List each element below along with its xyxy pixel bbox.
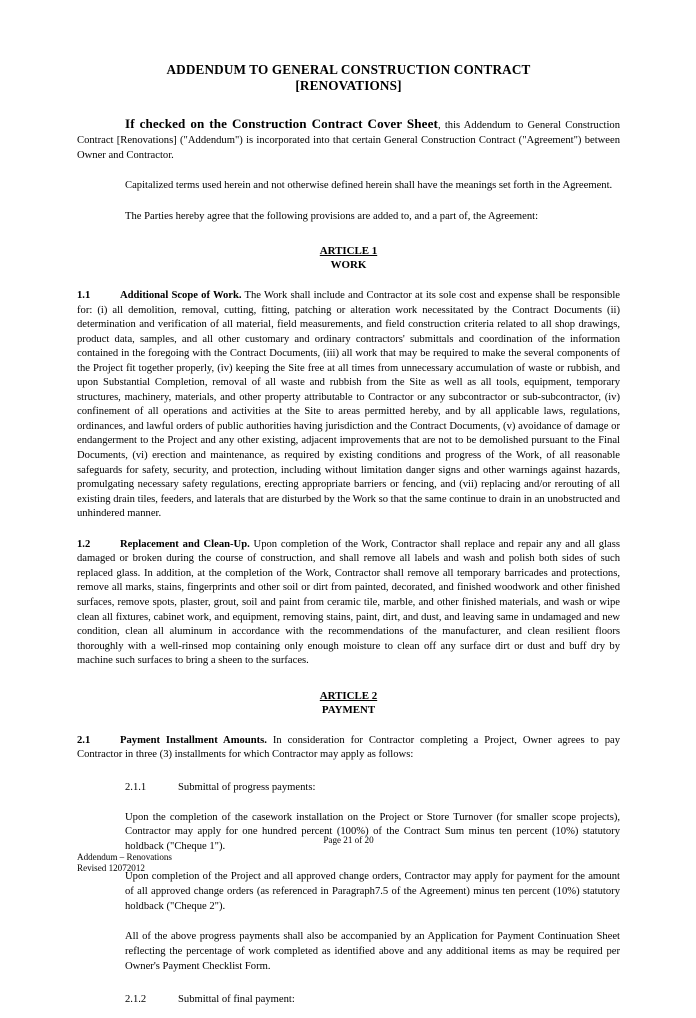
article-2-heading <box>77 689 620 718</box>
section-1-1-title: Additional Scope of Work. <box>120 290 242 302</box>
section-1-1 <box>77 289 620 522</box>
footer-doc-name: Addendum – Renovations <box>77 851 172 862</box>
section-1-2-body: Upon completion of the Work, Contractor shall replace and repair any and all glass damaged or broken during the course of construction, and shall remove all labels and wash and polish both sides of such replaced glass. In addition, at the completion of the Work, Contractor shall remove all temporary barricades and protections, remove all marks, stains, fingerprints and other soil or dirt from painted, decorated, and finished woodwork and other finished surfaces, remove spots, plaster, grout, soil and paint from ceramic tile, marble, and other finished materials, and wash or wipe clean all fixtures, cabinet work, and equipment, removing stains, paint, dirt, and dust, and leaving same in undamaged and new condition, clean all aluminum in accordance with the recommendations of the manufacturer, and clean resilient floors thoroughly with a well-rinsed mop containing only enough moisture to clean off any surface dirt or dust and buff dry by machine such surfaces to bring a sheen to the surfaces. <box>77 538 620 667</box>
document-title-line2: [RENOVATIONS] <box>295 78 402 94</box>
section-1-2 <box>77 538 620 669</box>
section-1-1-number: 1.1 <box>77 290 91 302</box>
section-1-2-number: 1.2 <box>77 538 91 550</box>
capitalized-terms-paragraph: Capitalized terms used herein and not otherwise defined herein shall have the meanings set forth in the Agreement. <box>125 180 613 192</box>
article-1-heading <box>77 244 620 273</box>
subsection-2-1-1-label: Submittal of progress payments: <box>178 781 316 793</box>
section-2-1-body: In consideration for Contractor completing a Project, Owner agrees to pay Contractor in three (3) installments for which Contractor may apply as follows: <box>77 734 621 761</box>
page-number: Page 21 of 20 <box>323 835 374 845</box>
subsection-2-1-2-heading <box>125 993 620 1008</box>
parties-agree-paragraph: The Parties hereby agree that the following provisions are added to, and a part of, the Agreement: <box>125 210 539 222</box>
section-2-1 <box>77 734 620 763</box>
section-2-1-title: Payment Installment Amounts. <box>120 734 267 746</box>
article-1-name: WORK <box>330 259 367 272</box>
subsection-2-1-1-paragraph-3: All of the above progress payments shall also be accompanied by an Application for Payment Continuation Sheet reflecting the percentage of work completed as identified above and any additional items as may be required per Owner's Payment Checklist Form. <box>125 931 620 972</box>
footer-revision: Revised 12072012 <box>77 863 145 874</box>
article-1-number: ARTICLE 1 <box>319 244 378 257</box>
article-2-number: ARTICLE 2 <box>319 689 378 702</box>
section-2-1-number: 2.1 <box>77 734 91 746</box>
section-1-2-title: Replacement and Clean-Up. <box>120 538 250 550</box>
subsection-2-1-1-heading <box>125 781 620 796</box>
lead-paragraph-bold: If checked on the Construction Contract Cover Sheet <box>125 115 438 131</box>
subsection-2-1-1-paragraph-2: Upon completion of the Project and all approved change orders, Contractor may apply for payment for the amount of all approved change orders (as referenced in Paragraph7.5 of the Agreement) minus ten percent (10%) statutory holdback ("Cheque 2"). <box>125 871 620 913</box>
subsection-2-1-2-label: Submittal of final payment: <box>178 993 295 1005</box>
article-2-name: PAYMENT <box>321 704 376 717</box>
subsection-2-1-1-block <box>125 781 620 1007</box>
document-title <box>77 62 620 95</box>
subsection-2-1-2-number: 2.1.2 <box>125 993 147 1005</box>
subsection-2-1-1-number: 2.1.1 <box>125 781 147 793</box>
lead-paragraph <box>77 116 620 164</box>
lead-paragraph-rest: , this Addendum to General Construction Contract [Renovations] ("Addendum") is incorporated into that certain General Construction Contract ("Agreement") between Owner and Contractor. <box>77 119 621 162</box>
section-1-1-body: The Work shall include and Contractor at its sole cost and expense shall be responsible for: (i) all demolition, removal, cutting, fitting, patching or alteration work necessitated by the Contract Documents (ii) determination and verification of all material, field measurements, and field construction criteria related to all shop drawings, product data, samples, and all other customary and ordinary contractors' submittals and coordination of the information contained in the foregoing with the Contract Documents, (iii) all work that may be required to make the several components of the Project fit together properly, (iv) keeping the Site free at all times from unnecessary accumulation of waste or rubbish, and upon Substantial Completion, removal of all waste and rubbish from the Site as well as all tools, equipment, temporary structures, machinery, materials, and other property attributable to Contractor or any subcontractor or sub-subcontractor, (iv) confinement of all operations and activities at the Site to areas permitted hereby, and by all applicable laws, regulations, ordinances, and lawful orders of public authorities having jurisdiction and the Contract Documents, (v) avoidance of damage or endangerment to the Project and any other existing, adjacent improvements that are not to be demolished pursuant to the Final Documents, (vi) erection and maintenance, as required by existing conditions and progress of the Work, of all reasonable safeguards for safety, security, and protection, including without limitation danger signs and other warnings against hazards, promulgating necessary safety regulations, erecting appropriate barriers or fencing, and (vii) replacing and/or rerouting of all existing drain tiles, feeders, and laterals that are disturbed by the Work so that the same continue to drain in an unobstructed and unhindered manner. <box>77 290 620 520</box>
subsection-2-1-1-paragraph-1: Upon the completion of the casework installation on the Project or Store Turnover (for smaller scope projects), Contractor may apply for one hundred percent (100%) of the Contract Sum minus ten percent (10%) statutory holdback ("Cheque 1"). <box>125 811 620 853</box>
document-title-line1: ADDENDUM TO GENERAL CONSTRUCTION CONTRACT <box>166 62 531 77</box>
page-footer <box>77 835 620 875</box>
